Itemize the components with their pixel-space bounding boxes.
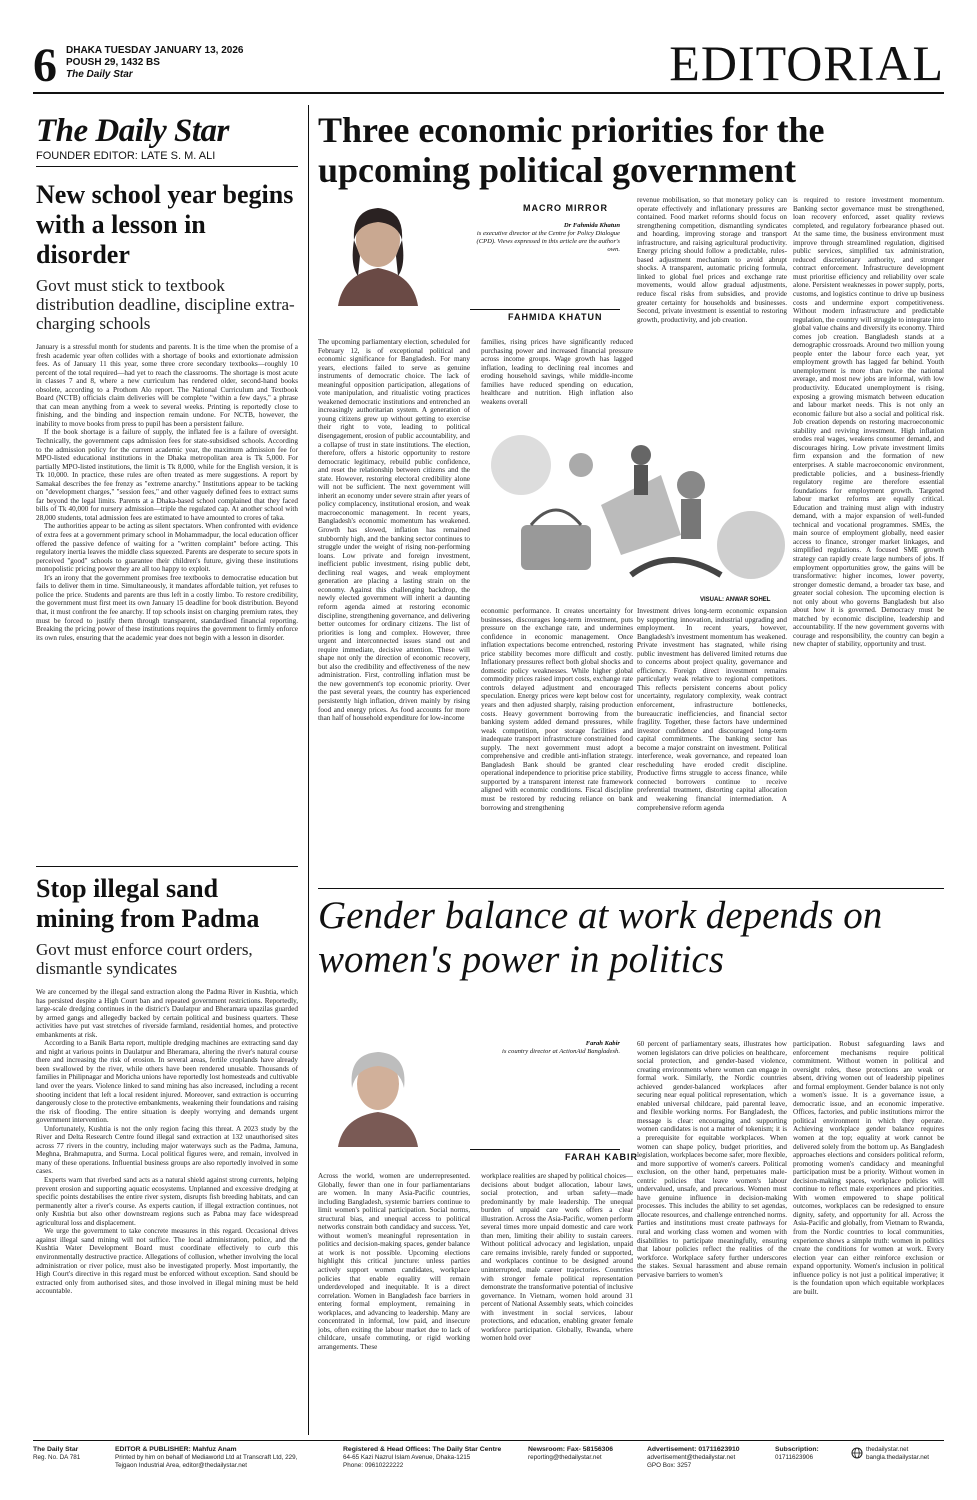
paragraph: Experts warn that riverbed sand acts as a natural shield against strong currents, helping prevent erosion and supporting aquatic ecosystems. Unplanned and excessive dredging at specific points destabilises the entire river system, disrupts fish breeding habitats, and can permanently alter a river's course. As experts caution, if illegal extraction continues, not only Kushtia but also other downstream regions such as Pabna may face widespread agricultural loss and displacement. [36,1176,298,1227]
footer-col-3 [343,1446,503,1470]
website-link[interactable]: thedailystar.net [866,1446,909,1453]
author-portrait-icon [318,196,438,306]
paragraph: workplace realities are shaped by political choices—decisions about budget allocation, labour laws, social protection, and urban safety—made predominantly by male leadership. The unequal burden of unpaid care work offers a clear illustration. Across the Asia-Pacific, women perform several times more unpaid domestic and care work than men, limiting their ability to sustain careers. Without political advocacy and legislation, unpaid care remains invisible, rarely funded or supported, and workplaces continue to be designed around uninterrupted, male career trajectories. Countries with stronger female political representation demonstrate the transformative potential of inclusive governance. In Vietnam, women hold around 31 percent of National Assembly seats, which coincides with investment in social services, labour protections, and education, enabling greater female workforce participation. Globally, Rwanda, where women hold over [481,1172,633,1343]
column-divider [308,105,309,1435]
economy-illustration-icon [481,425,787,595]
article-2-headline: Gender balance at work depends on women's power in politics [318,894,883,981]
dateline [66,45,243,81]
editorial-1-subtitle: Govt must stick to textbook distribution deadline, discipline extra-charging schools [36,276,295,333]
author-name-1: Dr Fahmida Khatun [563,222,620,229]
author-description-1: is executive director at the Centre for Policy Dialogue (CPD). Views expressed in this article are the author's own. [476,230,620,253]
section-title: EDITORIAL [669,35,944,91]
founder-editor: FOUNDER EDITOR: LATE S. M. ALI [36,150,298,167]
footer-text: Printed by him on behalf of Mediaworld Ltd at Transcraft Ltd, 229, [115,1454,298,1461]
editorial-1-title: New school year begins with a lesson in disorder [36,180,294,269]
footer-title: Newsroom: Fax- 58156306 [528,1446,614,1453]
masthead-logo: The Daily Star [36,113,229,149]
author-name-2: Farah Kabir [585,1040,620,1047]
article-1-col-2b [481,607,633,879]
article-2-col-3 [637,1040,787,1434]
article-2-col-4 [793,1040,944,1434]
editorial-2 [36,874,298,1478]
visual-credit: VISUAL: ANWAR SOHEL [700,597,771,603]
website-link-bangla[interactable]: bangla.thedailystar.net [866,1454,930,1461]
paragraph: It's an irony that the government promises free textbooks to democratise education but fails to deliver them in time. Simultaneously, it mandates affordable tuition, yet refuses to police the price. Students and parents are thus left in a costly limbo. To restore credibility, the government must first meet its own January 15 deadline for book distribution. Beyond that, it must confront the fee anarchy. If top schools insist on charging premium rates, they must be forced to justify them through transparent, standardised financial reporting. Breaking the pricing power of these institutions requires the government to firmly enforce its own rules, ensuring that the academic year does not begin with a lesson in disorder. [36,573,298,642]
footer-title: Advertisement: 01711623910 [647,1446,740,1453]
author-bio-1 [470,222,620,254]
article-1-byline: FAHMIDA KHATUN [508,312,603,322]
globe-icon [851,1447,863,1459]
article-2-col-2 [481,1172,633,1434]
footer-text: Tejgaon Industrial Area, editor@thedailystar.net [115,1462,248,1469]
article-1-col-2a [481,338,633,416]
byline-rule-2 [470,1149,620,1150]
editorial-2-title: Stop illegal sand mining from Padma [36,874,260,933]
paragraph: If the book shortage is a failure of supply, the inflated fee is a failure of oversight. Technically, the government caps admission fees for state-subsidised schools. According to the admission policy for the current academic year, the maximum admission fee for MPO-listed educational institutions in the Dhaka metropolitan area is Tk 5,000. For partially MPO-listed institutions, the limit is Tk 8,000, while for the English version, it is Tk 10,000. In practice, these rules are often treated as mere suggestions. A report by Samakal describes the fee frenzy as "extreme anarchy." Institutions appear to be tacking on "development charges," "session fees," and other vaguely defined fees to extract sums far beyond the legal limits. Parents at a Dhaka-based school complained that they faced bills of Tk 40,000 for nursery admission—triple the regulated cap. At another school with 28,000 students, total admission fees are estimated to have amounted to crores of taka. [36,428,298,522]
paragraph: Across the world, women are underrepresented. Globally, fewer than one in four parliamentarians are women. In many Asia-Pacific countries, including Bangladesh, systemic barriers continue to limit women's political participation. Social norms, structural bias, and unequal access to political networks constrain both candidacy and success. Yet, without women's meaningful representation in politics and decision-making spaces, gender balance at work is not possible. Upcoming elections highlight this critical juncture: unless parties actively support women candidates, workplace policies that enable equality will remain underdeveloped and inequitable. It is a direct correlation. Women in Bangladesh face barriers in entering formal employment, remaining in workplaces, and advancing to leadership. Many are concentrated in informal, low paid, and insecure jobs, often exiting the labour market due to lack of childcare, unsafe commuting, or rigid working arrangements. These [318,1172,470,1351]
footer-col-7 [851,1446,944,1462]
article-2-col-1 [318,1172,470,1434]
footer-text: reporting@thedailystar.net [528,1454,602,1461]
editorial-1-body [36,343,298,868]
article-1-col-1 [318,338,470,878]
article-1-col-3b [637,607,787,879]
article-1-col-3a [637,196,787,418]
paragraph: According to a Banik Barta report, multiple dredging machines are extracting sand day and night at various points in Daulatpur and Bheramara, altering the river's natural course there and increasing the risk of erosion. In several areas, fertile croplands have already been swallowed by the river, while others have been rendered unusable. Thousands of families in Philipnagar and Moricha unions have reportedly lost homesteads and cultivable land over the years. Violence linked to sand mining has also increased, including a recent shooting incident that left a local resident injured. Moreover, sand extraction is occurring dangerously close to the protective embankments, weakening their foundations and raising the risk of flooding. The entire situation is deeply worrying and demands urgent government intervention. [36,1039,298,1125]
paragraph: economic performance. It creates uncertainty for businesses, discourages long-term investment, puts pressure on the exchange rate, and undermines confidence in economic management. Once inflation expectations become entrenched, restoring price stability becomes more difficult and costly. Inflationary pressures reflect both global shocks and domestic policy weaknesses. While higher global commodity prices raised import costs, exchange rate controls delayed adjustment and encouraged speculation. Energy prices were kept below cost for years and then adjusted sharply, raising production costs. Heavy government borrowing from the banking system added demand pressures, while weak competition, poor storage facilities and inadequate transport infrastructure constrained food supply. The next government must adopt a comprehensive and credible anti-inflation strategy. Bangladesh Bank should be granted clear operational independence to prioritise price stability, supported by a transparent interest rate framework aligned with economic conditions. Fiscal discipline must be restored by reducing reliance on bank borrowing and strengthening [481,607,633,812]
author-photo-2 [318,1042,438,1147]
paragraph: We are concerned by the illegal sand extraction along the Padma River in Kushtia, which has persisted despite a High Court ban and repeated government restrictions. Reportedly, large-scale dredging continues in the district's Daulatpur and Bheramara upazilas guarded by armed gangs and allegedly backed by certain political and business quarters. These activities have put vast stretches of riverside farmland, residential homes, and protective embankments at risk. [36,988,298,1039]
editorial-1 [36,180,298,868]
footer-text: Reg. No. DA 781 [33,1454,81,1461]
article-1-col-4 [793,196,944,880]
author-description-2: is country director at ActionAid Bangladesh. [502,1048,620,1055]
footer-text: GPO Box: 3257 [647,1462,692,1469]
paragraph: The authorities appear to be acting as silent spectators. When confronted with evidence of extra fees at a government primary school in Mohammadpur, the local education officer offered the passive defence of waiting for a "written complaint" before acting. This regulatory inertia leaves the middle class squeezed. Parents are desperate to secure spots in perceived "good" schools to guarantee their children's future, giving these institutions monopolistic pricing power they are all too happy to exploit. [36,522,298,574]
footer-title: EDITOR & PUBLISHER: Mahfuz Anam [115,1446,237,1453]
editorial-2-body [36,988,298,1478]
column-kicker: MACRO MIRROR [523,203,608,213]
paper-name: The Daily Star [66,69,133,80]
paragraph: Unfortunately, Kushtia is not the only region facing this threat. A 2023 study by the River and Delta Research Centre found illegal sand extraction at 132 unauthorised sites across 77 rivers in the country, including major waterways such as the Padma, Jamuna, Meghna, Brahmaputra, and Surma. Local political figures were, and remain, involved in many of these operations. Influential business groups are also reportedly involved in some cases. [36,1124,298,1176]
author-portrait-icon [318,1042,438,1147]
paragraph: is required to restore investment momentum. Banking sector governance must be strengthened, loan recovery enforced, asset quality reviews completed, and regulatory forbearance phased out. At the same time, the business environment must improve through streamlined regulation, digitised public services, simplified tax administration, reduced discretionary authority, and stronger contract enforcement. Infrastructure development must prioritise efficiency and reliability over scale alone. Persistent weaknesses in power supply, ports, customs, and logistics continue to drive up business costs and undermine export competitiveness. Without modern infrastructure and predictable regulation, the country will struggle to integrate into global value chains and diversify its economy. Third comes job creation. Bangladesh stands at a demographic crossroads. Around two million young people enter the labour force each year, yet employment growth has lagged far behind. Youth unemployment is more than twice the national average, and most new jobs are informal, with low productivity. Educated unemployment is rising, exposing a growing mismatch between education and labour market needs. This is not only an economic failure but also a social and political risk. Job creation depends on restoring macroeconomic stability and reviving investment. High inflation erodes real wages, weakens consumer demand, and discourages hiring. Low private investment limits firm expansion and the formation of new enterprises. A stable macroeconomic environment, predictable policies, and a business-friendly regulatory regime are therefore essential foundations for employment growth. Targeted labour market reforms are equally critical. Education and training must align with industry demand, with a major expansion of well-funded technical and vocational programmes. SMEs, the main source of employment globally, need easier access to finance, stronger market linkages, and simplified regulations. A focused SME growth strategy can rapidly create large numbers of jobs. If employment opportunities grow, the gains will be transformative: higher incomes, lower poverty, stronger domestic demand, a broader tax base, and greater social cohesion. The upcoming election is not only about who governs Bangladesh but also about how it is governed. Democracy must be matched by economic discipline, leadership and accountability. If the new government governs with courage and responsibility, the country can begin a new chapter of stability, opportunity and trust. [793,196,944,649]
paragraph: Investment drives long-term economic expansion by supporting innovation, industrial upgrading and employment. In recent years, however, Bangladesh's investment momentum has weakened. Private investment has stagnated, while rising public investment has delivered limited returns due to concerns about project quality, governance and efficiency. Foreign direct investment remains particularly weak relative to regional competitors. This reflects persistent concerns about policy uncertainty, regulatory complexity, weak contract enforcement, infrastructure bottlenecks, bureaucratic inefficiencies, and financial sector fragility. Together, these factors have undermined investor confidence and discouraged long-term capital commitments. The banking sector has become a major constraint on investment. Political interference, weak governance, and repeated loan rescheduling have eroded credit discipline. Productive firms struggle to access finance, while connected borrowers continue to receive preferential treatment, distorting capital allocation and weakening financial intermediation. A comprehensive reform agenda [637,607,787,812]
paragraph: 60 percent of parliamentary seats, illustrates how women legislators can drive policies on healthcare, social protection, and gender-based violence, creating environments where women can engage in formal work. Similarly, the Nordic countries achieved gender-balanced workplaces after securing near equal political representation, which enabled universal childcare, paid parental leave, and flexible working norms. For Bangladesh, the message is clear: encouraging and supporting women candidates is not a matter of tokenism; it is a prerequisite for equitable workplaces. When women can shape policy, budget priorities, and legislation, workplaces become safer, more flexible, and more supportive of women's careers. Political exclusion, on the other hand, perpetuates male-centric policies that leave women's labour undervalued, unsafe, and precarious. Women must have genuine influence in decision-making processes. This includes the ability to set agendas, allocate resources, and challenge entrenched norms. Parties and institutions must create pathways for rural and working class women and women with disabilities to participate meaningfully, ensuring that labour policies reflect the realities of the workforce. Workplace safety further underscores the stakes. Sexual harassment and abuse remain pervasive barriers to women's [637,1040,787,1279]
article-2-byline: FARAH KABIR [565,1152,638,1162]
paragraph: participation. Robust safeguarding laws and enforcement mechanisms require political commitment. Without women in political and oversight roles, these protections are weak or absent, driving women out of leadership pipelines and formal employment. Gender balance is not only a women's issue. It is a governance issue, a democratic issue, and an economic imperative. Offices, factories, and public institutions mirror the political environment in which they operate. Achieving workplace gender balance requires women at the top; equality at work cannot be delivered solely from the bottom up. As Bangladesh approaches elections and considers political reform, promoting women's candidacy and meaningful participation must be a priority. Without women in decision-making spaces, workplace policies will continue to reflect male experiences and priorities. With women empowered to shape political outcomes, workplaces can be redesigned to ensure dignity, safety, and opportunity for all. Across the Asia-Pacific and globally, from Vietnam to Rwanda, from the Nordic countries to local communities, experience shows a simple truth: women in politics create the conditions for women at work. Every election year can either reinforce exclusion or expand opportunity. Women's inclusion in political influence policy is not just a political imperative; it is the foundation upon which equitable workplaces are built. [793,1040,944,1296]
editorial-divider [36,866,298,867]
paragraph: families, rising prices have significantly reduced purchasing power and increased financial pressure across income groups. Wage growth has lagged inflation, leading to declining real incomes and eroding household savings, while middle-income families have reduced spending on education, healthcare and nutrition. High inflation also weakens overall [481,338,633,406]
paragraph: January is a stressful month for students and parents. It is the time when the promise of a fresh academic year often collides with a shortage of books and extortionate admission fees. As of January 11 this year, some three crore secondary textbooks—roughly 10 percent of the total required—had yet to reach the classrooms. The shortage is most acute in classes 7 and 8, where a new curriculum has rendered older, second-hand books obsolete, according to a Prothom Alo report. The National Curriculum and Textbook Board (NCTB) officials claim deliveries will be complete "within a few days," a phrase that can mean anything from a week to several weeks. Printing is reportedly close to finishing, and the binding and inspection remain undone. For NCTB, however, the inability to move books from press to pupil has been a persistent failure. [36,343,298,428]
footer-col-5 [647,1446,767,1470]
footer-text: 64-65 Kazi Nazrul Islam Avenue, Dhaka-1215 [343,1454,471,1461]
footer-col-1 [33,1446,103,1462]
footer-text: Phone: 09610222222 [343,1462,404,1469]
editorial-2-subtitle: Govt must enforce court orders, dismantle syndicates [36,940,253,978]
footer-title: Subscription: [775,1446,819,1453]
footer-col-4 [528,1446,628,1462]
author-bio-2 [470,1040,620,1056]
footer-col-6 [775,1446,845,1462]
footer-col-2 [115,1446,335,1470]
footer-title: Registered & Head Offices: The Daily Star Centre [343,1446,502,1453]
footer-title: The Daily Star [33,1446,79,1453]
poush-date: POUSH 29, 1432 BS [66,57,160,68]
article-illustration [481,425,787,595]
date: DHAKA TUESDAY JANUARY 13, 2026 [66,45,244,56]
byline-rule [470,309,620,310]
footer-imprint [33,1446,944,1486]
paragraph: The upcoming parliamentary election, scheduled for February 12, is of exceptional political and economic significance for Bangladesh. For many years, elections failed to serve as genuine instruments of democratic choice. The lack of meaningful opposition participation, allegations of vote manipulation, and ritualistic voting practices weakened democratic institutions and entrenched an increasingly authoritarian system. A generation of young citizens grew up without getting to exercise their right to vote, leading to political disengagement, erosion of public accountability, and a collapse of trust in state institutions. The election, therefore, offers a historic opportunity to restore democratic legitimacy, rebuild public confidence, and reset the relationship between citizens and the state. However, restoring electoral credibility alone will not be sufficient. The next government will inherit an economy under severe strain after years of policy complacency, institutional erosion, and weak macroeconomic management. In recent years, Bangladesh's economic momentum has weakened. Growth has slowed, inflation has remained stubbornly high, and the banking sector continues to struggle under the weight of rising non-performing loans. Low private and foreign investment, inefficient public investment, rising public debt, declining real wages, and weak employment generation are placing a lasting strain on the economy. Against this challenging backdrop, the newly elected government will inherit a daunting reform agenda aimed at restoring economic discipline, strengthening governance, and delivering better outcomes for ordinary citizens. The list of priorities is long and complex. However, three urgent and interconnected issues stand out and require immediate, decisive attention. These will shape not only the direction of economic recovery, but also the credibility and effectiveness of the new administration. First, controlling inflation must be the new government's top economic priority. Over the past several years, the country has experienced persistently high inflation, driven mainly by rising food and energy prices. As food accounts for more than half of household expenditure for low-income [318,338,470,723]
footer-text: 01711623906 [775,1454,814,1461]
paragraph: revenue mobilisation, so that monetary policy can operate effectively and inflationary pressures are contained. Food market reforms should focus on strengthening competition, dismantling syndicates and hoarding, improving storage and transport infrastructure, and raising agricultural productivity. Energy pricing should follow a predictable, rules-based adjustment mechanism to avoid abrupt shocks. A transparent, automatic pricing formula, linked to global fuel prices and exchange rate movements, would allow gradual adjustments, reduce fiscal risks from subsidies, and provide greater certainty for households and businesses. Second, private investment is essential to restoring growth, productivity, and job creation. [637,196,787,324]
footer-text: advertisement@thedailystar.net [647,1454,736,1461]
page-number: 6 [33,39,57,92]
paragraph: We urge the government to take concrete measures in this regard. Occasional drives against illegal sand mining will not suffice. The local administration, police, and the Kushtia Water Development Board must coordinate effectively to curb this environmentally destructive practice. Allegations of collusion, whether involving the local administration or river police, must also be investigated properly. Most importantly, the High Court's directive in this regard must be enforced without exception. Sand should be extracted only from authorised sites, and those involved in illegal mining must be held accountable. [36,1227,298,1296]
author-photo-1 [318,196,438,306]
footer-rule [33,1440,944,1441]
header-rule [33,92,944,94]
article-1-headline: Three economic priorities for the upcoming political government [318,110,825,190]
article-divider [318,888,944,889]
